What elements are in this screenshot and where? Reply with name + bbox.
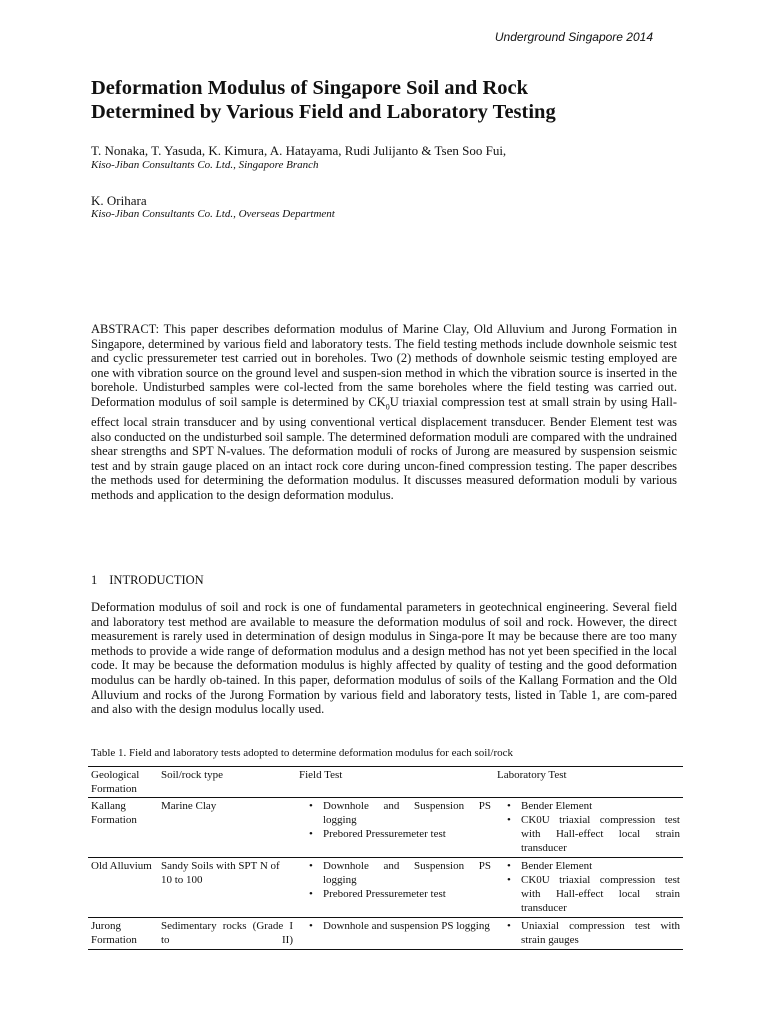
cell-field-tests bbox=[296, 918, 494, 950]
lab-test-item bbox=[497, 813, 680, 855]
field-test-text: Prebored Pressuremeter test bbox=[323, 828, 446, 840]
running-head: Underground Singapore 2014 bbox=[494, 30, 653, 44]
abstract-paragraph bbox=[91, 322, 677, 503]
lab-test-text: CK0U triaxial compression test with Hall-effect local strain transducer bbox=[521, 814, 680, 854]
table-row bbox=[88, 918, 683, 950]
lab-test-item bbox=[497, 799, 680, 813]
lab-test-text: Uniaxial compression test with strain gauges bbox=[521, 920, 680, 946]
field-test-text: Downhole and Suspension PS logging bbox=[323, 860, 491, 886]
cell-field-tests bbox=[296, 858, 494, 918]
lab-test-text: Bender Element bbox=[521, 860, 593, 872]
abstract-text-2: U triaxial compression test at small strain by using Hall-effect local strain transducer and by using conventional vertical displacement transducer. Bender Element test was also conducted on the undisturbed soil sample. The determined deformation moduli are compared with the undrained shear strengths and SPT N-values. The deformation moduli of rocks of Jurong are measured by suspension seismic test and by strain gauge placed on an intact rock core during uncon-fined compression testing. The paper describes the methods used for determining the deformation modulus. It discusses measured deformation moduli by various methods and application to the design deformation modulus. bbox=[91, 394, 677, 503]
table-header-row bbox=[88, 767, 683, 798]
soil-type-text: Sedimentary rocks (Grade I to II) bbox=[161, 920, 293, 946]
paper-title bbox=[91, 76, 691, 124]
bullet-icon: • bbox=[507, 920, 511, 932]
field-test-text: Downhole and Suspension PS logging bbox=[323, 800, 491, 826]
table-caption: Table 1. Field and laboratory tests adopted to determine deformation modulus for each soil/rock bbox=[91, 747, 514, 759]
field-test-text: Prebored Pressuremeter test bbox=[323, 888, 446, 900]
header-soil-rock-type: Soil/rock type bbox=[158, 767, 296, 798]
affiliation-1: Kiso-Jiban Consultants Co. Ltd., Singapore Branch bbox=[91, 159, 319, 171]
field-test-text: Downhole and suspension PS logging bbox=[323, 920, 490, 932]
author-list-2: K. Orihara bbox=[91, 193, 147, 208]
field-test-item bbox=[299, 827, 491, 841]
abstract-text-1: ABSTRACT: This paper describes deformation modulus of Marine Clay, Old Alluvium and Jurong Formation in Singapore, determined by various field and laboratory tests. The field testing methods include downhole seismic test and cyclic pressuremeter test carried out in boreholes. Two (2) methods of downhole seismic testing employed are one with vibration source on the ground level and suspen-sion method in which the vibration source is inserted in the borehole. Undisturbed samples were col-lected from the same boreholes where the field testing was carried out. Deformation modulus of soil sample is determined by CK bbox=[91, 322, 677, 409]
section-heading bbox=[91, 573, 204, 588]
affiliation-2: Kiso-Jiban Consultants Co. Ltd., Overseas Department bbox=[91, 208, 335, 220]
lab-test-item bbox=[497, 873, 680, 915]
header-laboratory-test: Laboratory Test bbox=[494, 767, 683, 798]
abstract bbox=[91, 322, 677, 503]
cell-soil-type: Marine Clay bbox=[158, 798, 296, 858]
table-row bbox=[88, 858, 683, 918]
cell-lab-tests bbox=[494, 798, 683, 858]
cell-lab-tests bbox=[494, 858, 683, 918]
cell-formation: Jurong Formation bbox=[88, 918, 158, 950]
bullet-icon: • bbox=[309, 920, 313, 932]
header-field-test: Field Test bbox=[296, 767, 494, 798]
cell-formation: Kallang Formation bbox=[88, 798, 158, 858]
field-test-item bbox=[299, 859, 491, 887]
bullet-icon: • bbox=[309, 828, 313, 840]
table-row bbox=[88, 798, 683, 858]
section-title: INTRODUCTION bbox=[109, 573, 204, 587]
cell-soil-type: Sandy Soils with SPT N of 10 to 100 bbox=[158, 858, 296, 918]
cell-lab-tests bbox=[494, 918, 683, 950]
field-test-item bbox=[299, 887, 491, 901]
bullet-icon: • bbox=[309, 860, 313, 872]
author-list-1: T. Nonaka, T. Yasuda, K. Kimura, A. Hatayama, Rudi Julijanto & Tsen Soo Fui, bbox=[91, 143, 507, 158]
introduction-paragraph: Deformation modulus of soil and rock is one of fundamental parameters in geotechnical engineering. Several field and laboratory test method are available to measure the deformation modulus of soil and rock. However, the direct measurement is rarely used in determination of design modulus in Singa-pore It may be because there are too many methods to provide a wide range of deformation modulus and a design method has not yet been specified in the local code. It may be because the deformation modulus is highly affected by quality of testing and the good deformation modulus can be hardly ob-tained. In this paper, deformation modulus of soils of the Kallang Formation and the Old Alluvium and rocks of the Jurong Formation by various field and laboratory tests, listed in Table 1, are com-pared and also with the design modulus locally used. bbox=[91, 600, 677, 717]
section-number: 1 bbox=[91, 573, 98, 587]
cell-formation: Old Alluvium bbox=[88, 858, 158, 918]
header-geological-formation: Geological Formation bbox=[88, 767, 158, 798]
title-line-1: Deformation Modulus of Singapore Soil and Rock bbox=[91, 77, 529, 99]
tests-table bbox=[88, 766, 683, 950]
bullet-icon: • bbox=[507, 874, 511, 886]
bullet-icon: • bbox=[507, 860, 511, 872]
bullet-icon: • bbox=[309, 888, 313, 900]
abstract-subscript: 0 bbox=[385, 402, 390, 412]
field-test-item bbox=[299, 799, 491, 827]
bullet-icon: • bbox=[507, 814, 511, 826]
lab-test-item bbox=[497, 859, 680, 873]
lab-test-item bbox=[497, 919, 680, 947]
introduction bbox=[91, 600, 677, 717]
lab-test-text: CK0U triaxial compression test with Hall-effect local strain transducer bbox=[521, 874, 680, 914]
title-line-2: Determined by Various Field and Laboratory Testing bbox=[91, 101, 556, 123]
bullet-icon: • bbox=[507, 800, 511, 812]
field-test-item bbox=[299, 919, 491, 933]
lab-test-text: Bender Element bbox=[521, 800, 593, 812]
cell-field-tests bbox=[296, 798, 494, 858]
bullet-icon: • bbox=[309, 800, 313, 812]
cell-soil-type bbox=[158, 918, 296, 950]
